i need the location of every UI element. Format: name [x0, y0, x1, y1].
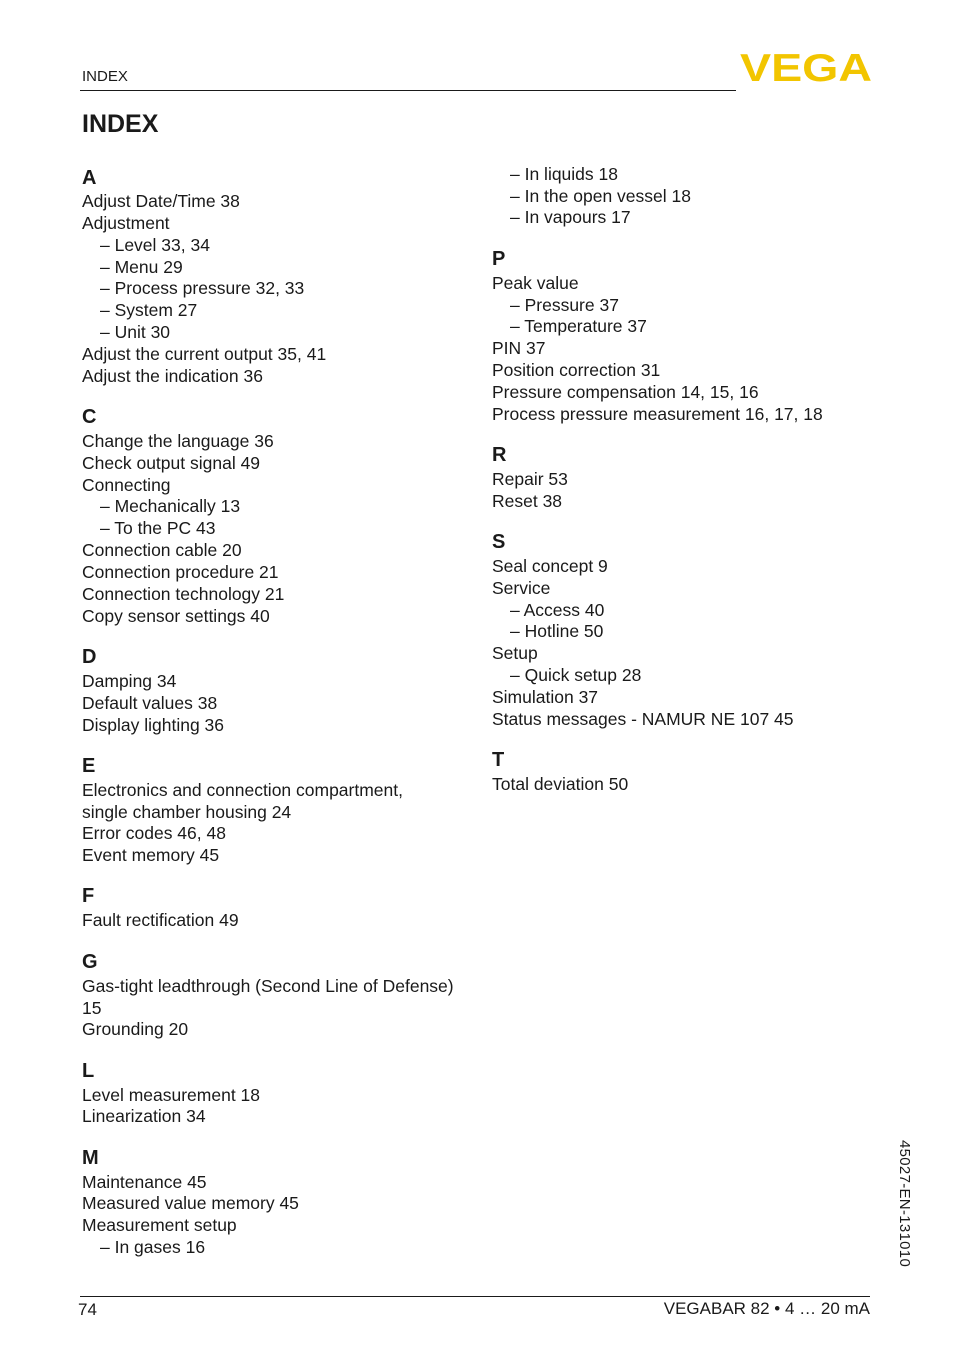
index-entry: Grounding 20 — [82, 1019, 189, 1039]
index-entry: Damping 34 — [82, 671, 177, 691]
index-entry: Reset 38 — [492, 491, 563, 511]
index-entry: Level measurement 18 — [82, 1085, 261, 1105]
index-letter-m: M — [82, 1147, 99, 1169]
index-entry: Adjust the current output 35, 41 — [82, 344, 327, 364]
index-entry: Repair 53 — [492, 469, 568, 489]
index-entry: 15 — [82, 998, 102, 1018]
index-subentry: – To the PC 43 — [100, 518, 216, 538]
index-entry: Linearization 34 — [82, 1106, 206, 1126]
header-label: INDEX — [82, 68, 128, 85]
index-letter-p: P — [492, 248, 506, 270]
index-letter-a: A — [82, 167, 97, 189]
index-subentry: – In liquids 18 — [510, 164, 618, 184]
index-subentry: – Pressure 37 — [510, 295, 619, 315]
index-subentry: – Unit 30 — [100, 322, 171, 342]
index-letter-f: F — [82, 885, 95, 907]
index-entry: Adjust Date/Time 38 — [82, 191, 240, 211]
index-entry: single chamber housing 24 — [82, 802, 292, 822]
vega-logo — [740, 50, 873, 84]
index-letter-g: G — [82, 951, 98, 973]
index-entry: Default values 38 — [82, 693, 218, 713]
index-letter-t: T — [492, 749, 505, 771]
footer-page-number: 74 — [78, 1300, 97, 1319]
index-subentry: – Process pressure 32, 33 — [100, 278, 305, 298]
index-entry: Gas-tight leadthrough (Second Line of Defense) — [82, 976, 454, 996]
index-entry: Connection technology 21 — [82, 584, 285, 604]
index-subentry: – In the open vessel 18 — [510, 186, 691, 206]
index-subentry: – Access 40 — [510, 600, 605, 620]
index-letter-c: C — [82, 406, 97, 428]
index-entry: Position correction 31 — [492, 360, 661, 380]
index-subentry: – In vapours 17 — [510, 207, 631, 227]
index-entry: Connecting — [82, 475, 171, 495]
index-entry: Measured value memory 45 — [82, 1193, 299, 1213]
index-entry: Error codes 46, 48 — [82, 823, 226, 843]
index-subentry: – Hotline 50 — [510, 621, 604, 641]
index-entry: Setup — [492, 643, 538, 663]
index-entry: Total deviation 50 — [492, 774, 629, 794]
index-entry: Electronics and connection compartment, — [82, 780, 403, 800]
index-entry: Pressure compensation 14, 15, 16 — [492, 382, 759, 402]
index-entry: Status messages - NAMUR NE 107 45 — [492, 709, 794, 729]
index-subentry: – System 27 — [100, 300, 198, 320]
index-letter-l: L — [82, 1060, 95, 1082]
index-letter-d: D — [82, 646, 97, 668]
index-entry: Maintenance 45 — [82, 1172, 207, 1192]
footer-rule — [80, 1296, 870, 1297]
index-entry: Process pressure measurement 16, 17, 18 — [492, 404, 823, 424]
index-letter-e: E — [82, 755, 96, 777]
index-entry: Event memory 45 — [82, 845, 220, 865]
index-subentry: – In gases 16 — [100, 1237, 206, 1257]
index-subentry: – Menu 29 — [100, 257, 183, 277]
index-entry: Measurement setup — [82, 1215, 237, 1235]
index-entry: Connection cable 20 — [82, 540, 242, 560]
index-subentry: – Level 33, 34 — [100, 235, 210, 255]
index-subentry: – Quick setup 28 — [510, 665, 642, 685]
index-entry: Check output signal 49 — [82, 453, 261, 473]
index-subentry: – Temperature 37 — [510, 316, 647, 336]
index-entry: Service — [492, 578, 551, 598]
index-entry: Adjustment — [82, 213, 170, 233]
footer-product: VEGABAR 82 • 4 … 20 mA — [663, 1299, 870, 1318]
index-entry: Fault rectification 49 — [82, 910, 239, 930]
index-letter-s: S — [492, 531, 506, 553]
page-title: INDEX — [82, 110, 159, 138]
index-entry: Seal concept 9 — [492, 556, 608, 576]
index-entry: Display lighting 36 — [82, 715, 225, 735]
header-rule — [80, 90, 736, 91]
index-entry: PIN 37 — [492, 338, 546, 358]
index-entry: Adjust the indication 36 — [82, 366, 263, 386]
index-entry: Change the language 36 — [82, 431, 274, 451]
index-entry: Peak value — [492, 273, 579, 293]
index-subentry: – Mechanically 13 — [100, 496, 241, 516]
index-entry: Simulation 37 — [492, 687, 599, 707]
index-letter-r: R — [492, 444, 507, 466]
document-code: 45027-EN-131010 — [896, 1140, 913, 1268]
svg-text:VEGA: VEGA — [740, 50, 872, 84]
index-entry: Copy sensor settings 40 — [82, 606, 270, 626]
index-entry: Connection procedure 21 — [82, 562, 279, 582]
